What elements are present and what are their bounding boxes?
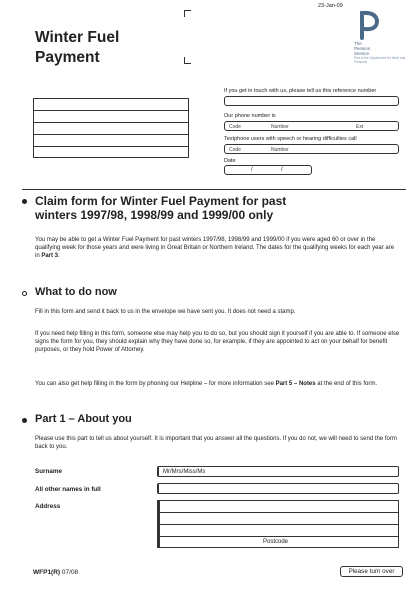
what-to-do-para-3: You can also get help filling in the form by phoning our Helpline – for more information see Part 5 – Notes at the end of this form. <box>35 381 377 387</box>
claim-heading: Claim form for Winter Fuel Payment for past winters 1997/98, 1998/99 and 1999/00 only <box>35 194 287 222</box>
turn-over-box: Please turn over <box>340 566 403 577</box>
page-title <box>35 28 119 68</box>
phone-label: Our phone number is <box>224 113 276 119</box>
address-label: Address <box>35 503 61 510</box>
textphone-number-field[interactable] <box>224 144 399 154</box>
form-code: WFP1(R) 07/08 <box>33 569 79 576</box>
address-field[interactable] <box>157 500 399 548</box>
title-line-2: Payment <box>35 49 100 66</box>
pension-service-logo <box>352 10 410 66</box>
other-names-label: All other names in full <box>35 486 101 493</box>
other-names-field[interactable] <box>157 483 399 494</box>
what-to-do-heading: What to do now <box>35 286 117 298</box>
logo-subtitle: Part of the Department for Work and Pensions <box>354 56 406 64</box>
bullet-hollow-icon <box>22 291 27 296</box>
surname-label: Surname <box>35 468 62 475</box>
bullet-filled-icon <box>22 199 27 204</box>
intro-paragraph: You may be able to get a Winter Fuel Payment for past winters 1997/98, 1998/99 and 1999/00 if you were aged 60 or over in the qualifying week for those years and were living in Great Britain or Northern Ireland. The dates for the qualifying weeks for each year are in Part 3. <box>35 237 395 259</box>
postcode-label: Postcode <box>263 539 289 545</box>
date-stamp: 23-Jan-09 <box>318 3 343 9</box>
reference-label: If you get in touch with us, please tell us this reference number <box>224 88 377 94</box>
surname-field[interactable] <box>157 466 399 477</box>
date-label: Date <box>224 158 236 164</box>
phone-code-label: Code <box>229 123 241 130</box>
phone-number-field[interactable] <box>224 121 399 131</box>
section-divider <box>22 189 406 190</box>
surname-value: Mr/Mrs/Miss/Ms <box>163 468 206 475</box>
logo-brand: The Pension Service <box>354 41 371 56</box>
phone-ext-label: Ext <box>356 123 364 130</box>
what-to-do-para-1: Fill in this form and send it back to us in the envelope we have sent you. It does not need a stamp. <box>35 309 296 315</box>
textphone-label: Textphone users with speech or hearing difficulties call <box>224 136 357 142</box>
bullet-filled-icon <box>22 418 27 423</box>
crop-mark-top <box>184 10 191 17</box>
recipient-address-box <box>33 98 189 158</box>
textphone-code-label: Code <box>229 146 241 153</box>
phone-number-label: Number <box>271 123 289 130</box>
reference-number-field[interactable] <box>224 96 399 106</box>
what-to-do-para-2: If you need help filling in this form, someone else may help you to do so, but you should sign it yourself if you are able to. If someone else signs the form for you, they should explain why they have done so, for example, if they are appointed to act on your behalf for benefit purposes, or they hold Power of Attorney. <box>35 331 400 353</box>
date-field[interactable]: / / <box>224 165 312 175</box>
logo-p-icon <box>356 10 380 40</box>
crop-mark-bottom <box>184 57 191 64</box>
textphone-number-label: Number <box>271 146 289 153</box>
part1-paragraph: Please use this part to tell us about yourself. It is important that you answer all the questions. If you do not, we will need to send the form back to you. <box>35 436 397 450</box>
title-line-1: Winter Fuel <box>35 29 120 46</box>
part1-heading: Part 1 – About you <box>35 413 132 425</box>
